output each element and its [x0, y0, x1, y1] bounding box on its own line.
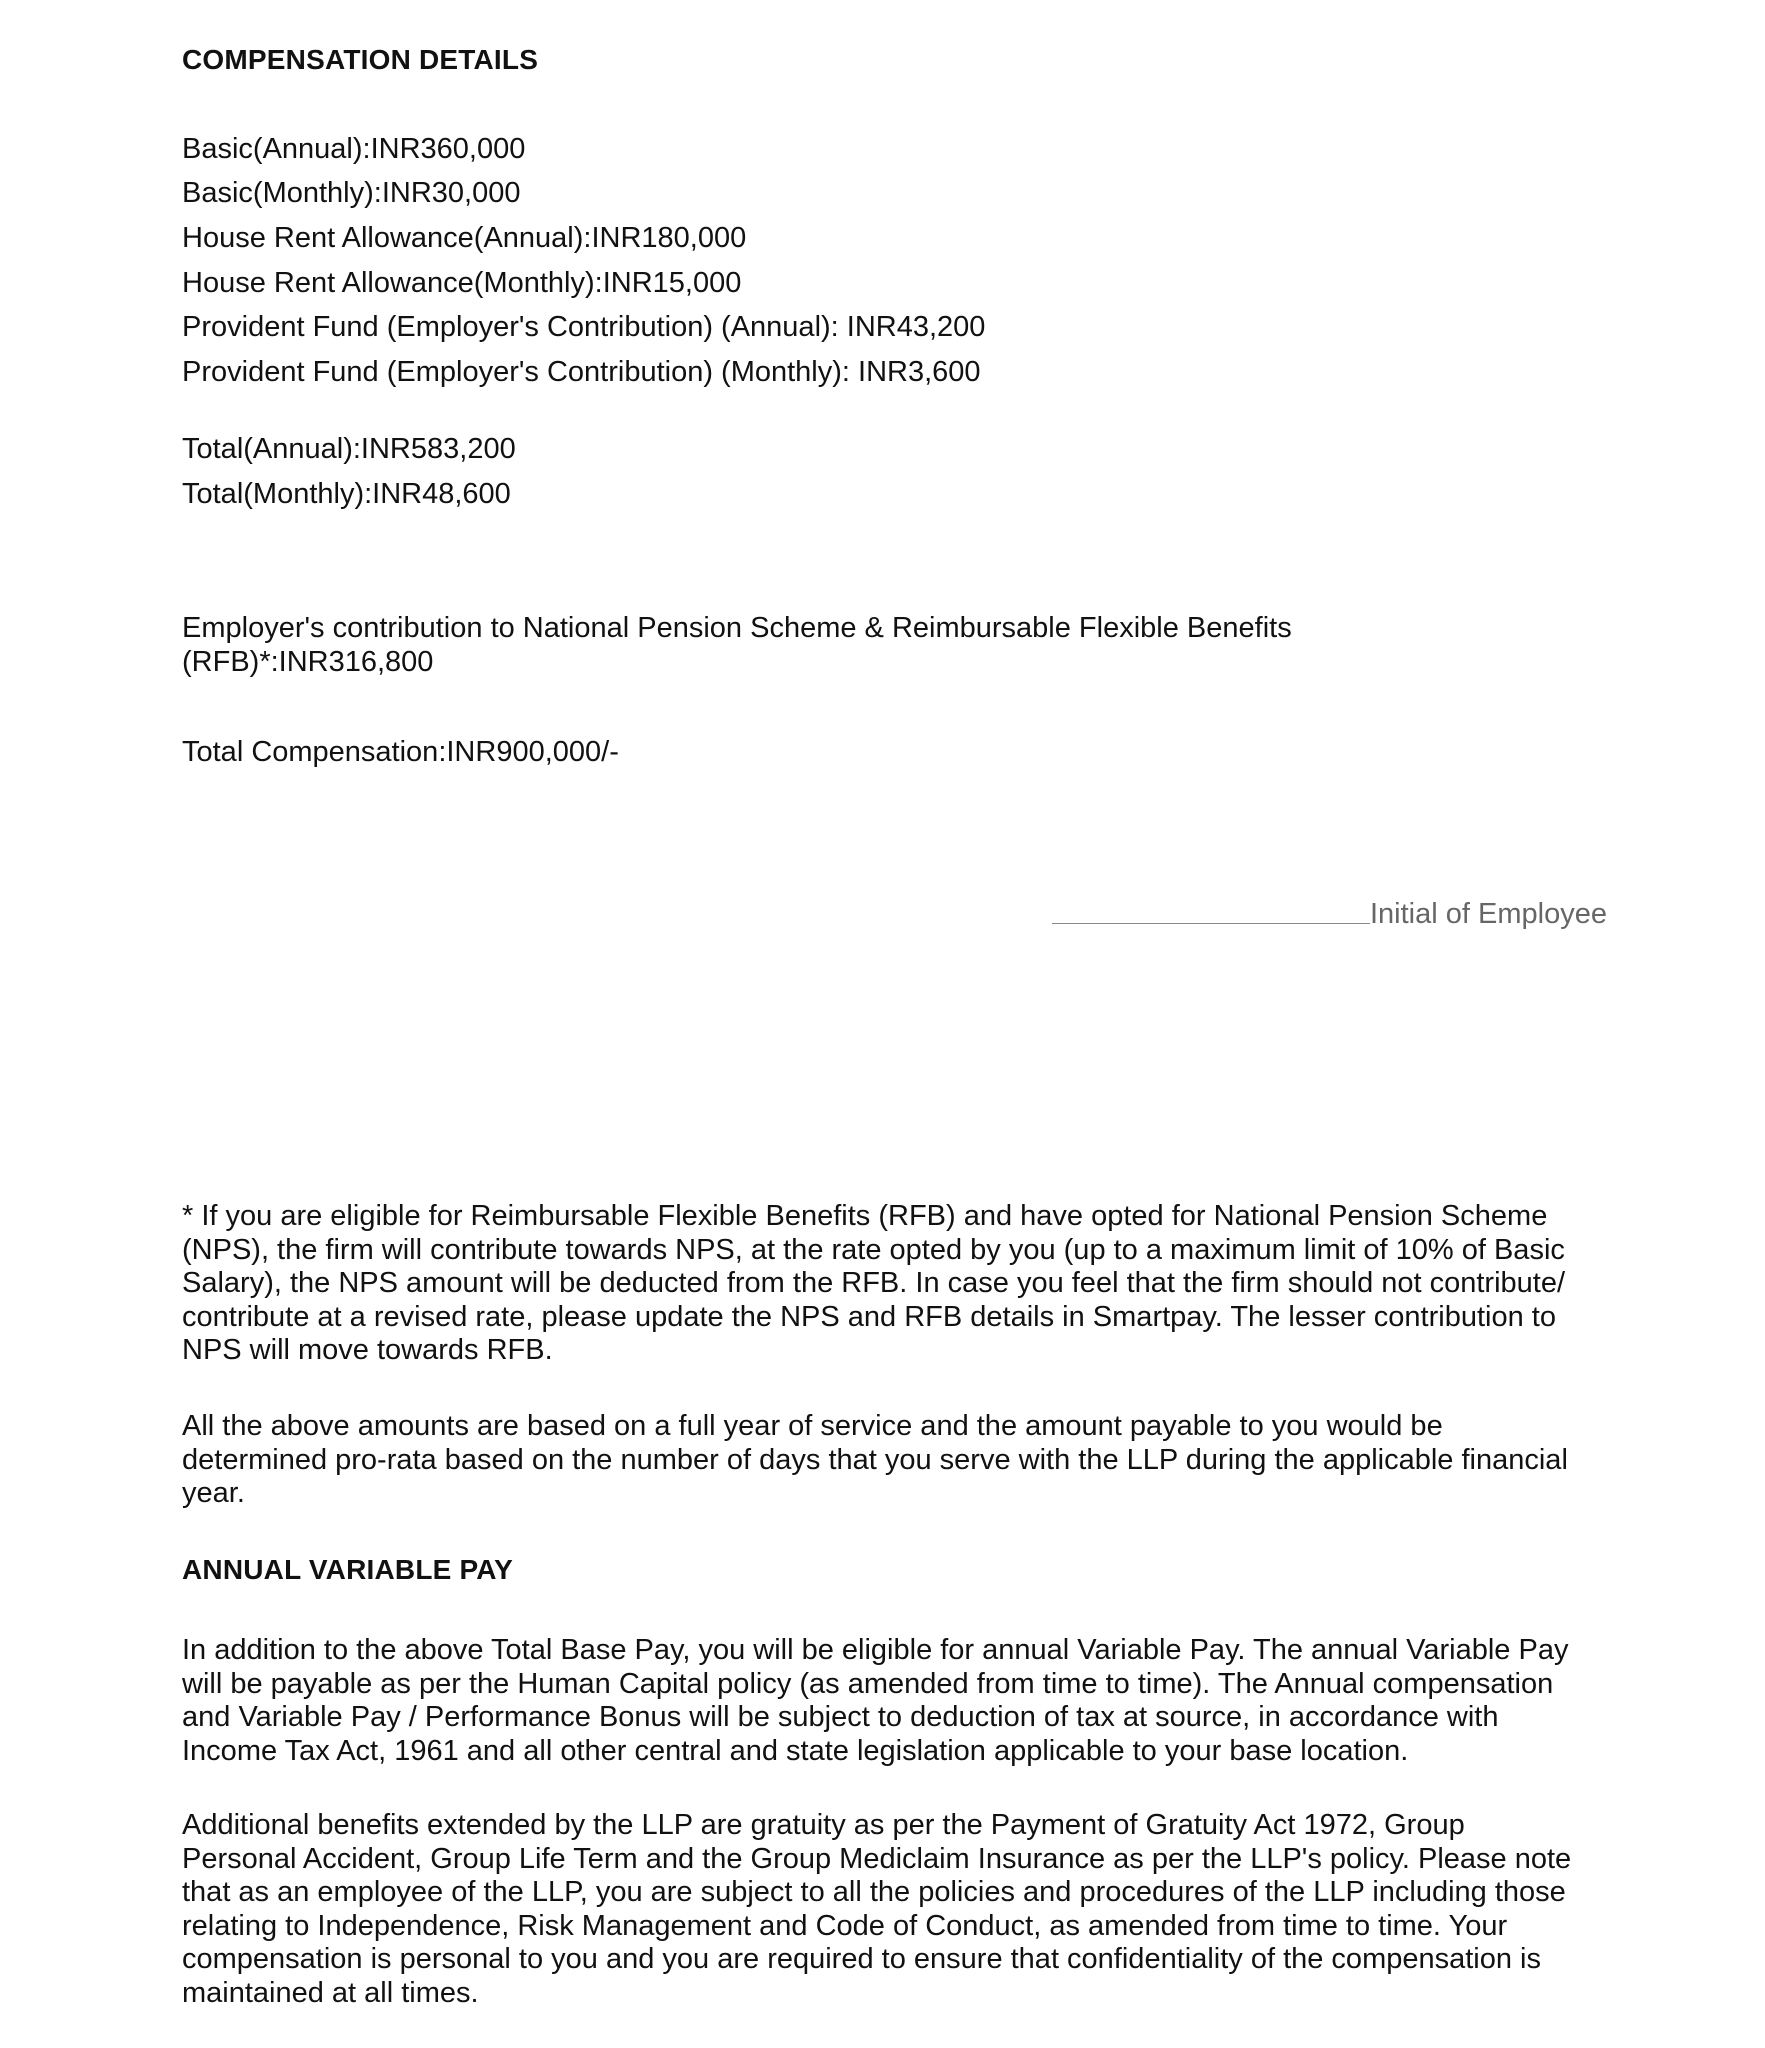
benefits-paragraph: [182, 1809, 1582, 2010]
nps-footnote: [182, 1200, 1582, 1368]
footnote-text: * If you are eligible for Reimbursable Flexible Benefits (RFB) and have opted for National Pension Scheme (NPS), the firm will contribute towards NPS, at the rate opted by you (up to a maximum limit of 10% of Basic Salary), the NPS amount will be deducted from the RFB. In case you feel that the firm should not contribute/ contribute at a revised rate, please update the NPS and RFB details in Smartpay. The lesser contribution to NPS will move towards RFB.: [182, 1200, 1566, 1366]
basic-annual: Basic(Annual):INR360,000: [182, 133, 526, 165]
hra-monthly: House Rent Allowance(Monthly):INR15,000: [182, 267, 742, 299]
variable-pay-heading: ANNUAL VARIABLE PAY: [182, 1554, 514, 1585]
initial-of-employee: [1052, 891, 1607, 931]
signature-line: [1052, 923, 1370, 924]
variable-pay-text: In addition to the above Total Base Pay, you will be eligible for annual Variable Pay. The annual Variable Pay will be payable as per the Human Capital policy (as amended from time to time). The Annual compensation and Variable Pay / Performance Bonus will be subject to deduction of tax at source, in accordance with Income Tax Act, 1961 and all other central and state legislation applicable to your base location.: [182, 1634, 1569, 1767]
prorata-text: All the above amounts are based on a full year of service and the amount payable to you would be determined pro-rata based on the number of days that you serve with the LLP during the applicable financial year.: [182, 1410, 1568, 1509]
basic-monthly: Basic(Monthly):INR30,000: [182, 177, 521, 209]
total-monthly: Total(Monthly):INR48,600: [182, 478, 511, 510]
total-annual: Total(Annual):INR583,200: [182, 433, 516, 465]
initial-label: Initial of Employee: [1370, 898, 1607, 930]
compensation-heading: COMPENSATION DETAILS: [182, 44, 539, 75]
nps-rfb-line-1: Employer's contribution to National Pension Scheme & Reimbursable Flexible Benefits: [182, 612, 1292, 644]
benefits-text: Additional benefits extended by the LLP are gratuity as per the Payment of Gratuity Act 1972, Group Personal Accident, Group Life Term and the Group Mediclaim Insurance as per the LLP's policy. Please note that as an employee of the LLP, you are subject to all the policies and procedures of the LLP including those relating to Independence, Risk Management and Code of Conduct, as amended from time to time. Your compensation is personal to you and you are required to ensure that confidentiality of the compensation is maintained at all times.: [182, 1809, 1572, 2009]
variable-pay-paragraph: [182, 1634, 1582, 1768]
hra-annual: House Rent Allowance(Annual):INR180,000: [182, 222, 747, 254]
pf-annual: Provident Fund (Employer's Contribution) (Annual): INR43,200: [182, 311, 986, 343]
prorata-paragraph: [182, 1410, 1582, 1511]
pf-monthly: Provident Fund (Employer's Contribution) (Monthly): INR3,600: [182, 356, 981, 388]
nps-rfb-line-2: (RFB)*:INR316,800: [182, 646, 434, 678]
total-compensation: Total Compensation:INR900,000/-: [182, 736, 619, 768]
